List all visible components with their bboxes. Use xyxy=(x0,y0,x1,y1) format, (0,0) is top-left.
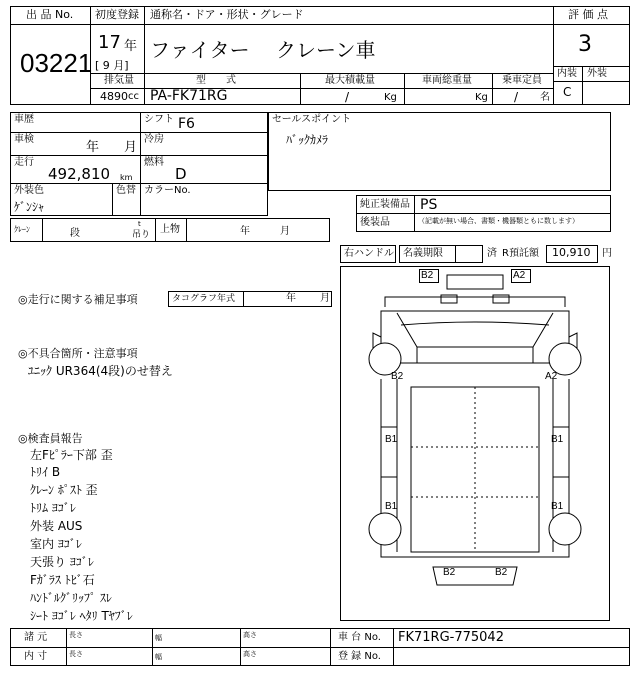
score-label: 評 価 点 xyxy=(568,8,608,21)
damage-mark-left-rear: B1 xyxy=(385,501,398,512)
crane-lift-label: 吊り xyxy=(132,230,151,240)
mileage-label: 走行 xyxy=(14,157,34,168)
ext-color-label: 外装色 xyxy=(14,185,44,196)
damage-mark-bottom-left: B2 xyxy=(443,567,456,578)
length-label: 長さ xyxy=(69,631,83,639)
max-load-unit: Kg xyxy=(384,92,397,103)
chassis-label: 車 台 No. xyxy=(338,632,381,643)
defects-title: ◎不具合箇所・注意事項 xyxy=(18,347,138,360)
inspector-item: ｼｰﾄ ﾖｺﾞﾚ ﾍﾀﾘ Tﾔﾌﾞﾚ xyxy=(30,609,133,623)
inspector-item: 天張り ﾖｺﾞﾚ xyxy=(30,555,94,569)
damage-mark-top-left: B2 xyxy=(421,270,434,281)
defects-line: ﾕﾆｯｸ UR364(4段)のせ替え xyxy=(28,364,173,378)
color-no-label: カラーNo. xyxy=(144,185,191,196)
aftermarket-label: 後装品 xyxy=(360,217,390,228)
supplementary-title: ◎走行に関する補足事項 xyxy=(18,293,138,306)
displacement-value: 4890 xyxy=(100,90,128,103)
genuine-value: PS xyxy=(420,197,438,213)
capacity-label: 乗車定員 xyxy=(502,75,542,86)
vehicle-name: ファイター クレーン車 xyxy=(150,38,376,62)
yen-label: 円 xyxy=(602,248,612,259)
history-label: 車歴 xyxy=(14,114,34,125)
ac-label: 冷房 xyxy=(144,134,164,145)
year-unit: 年 xyxy=(124,39,138,54)
capacity-unit: 名 xyxy=(540,92,550,103)
inspection-year-unit: 年 xyxy=(86,140,100,155)
damage-mark-left-mid: B1 xyxy=(385,434,398,445)
displacement-label: 排気量 xyxy=(104,75,134,86)
tachograph-month-unit: 月 xyxy=(320,293,330,304)
ext-color-value: ｹﾞﾝｼｬ xyxy=(14,200,45,214)
height-label-2: 高さ xyxy=(243,650,257,658)
mileage-unit: km xyxy=(120,173,133,182)
recycle-label: R預託額 xyxy=(502,248,539,259)
width-label-2: 幅 xyxy=(155,653,162,661)
sales-point-label: セールスポイント xyxy=(272,114,352,125)
dims-label: 諸 元 xyxy=(24,632,48,643)
length-label-2: 長さ xyxy=(69,650,83,658)
inspection-month-unit: 月 xyxy=(124,140,138,155)
score-value: 3 xyxy=(578,32,592,57)
interior-dims-label: 内 寸 xyxy=(24,651,48,662)
damage-mark-right-front: A2 xyxy=(545,371,558,382)
inspector-item: ﾄﾘﾑ ﾖｺﾞﾚ xyxy=(30,501,76,515)
max-load-label: 最大積載量 xyxy=(325,75,375,86)
color-code-label: 色替 xyxy=(116,185,136,196)
inspector-item: 左Fﾋﾟﾗｰ下部 歪 xyxy=(30,448,113,462)
fuel-value: D xyxy=(175,165,187,183)
registration-label: 登 録 No. xyxy=(338,651,381,662)
inspector-item: ﾄﾘｲ B xyxy=(30,465,61,479)
model-value: PA-FK71RG xyxy=(150,88,228,104)
height-label: 高さ xyxy=(243,631,257,639)
width-label: 幅 xyxy=(155,634,162,642)
fuel-label: 燃料 xyxy=(144,157,164,168)
shift-label: シフト xyxy=(144,114,174,125)
inspector-title: ◎検査員報告 xyxy=(18,432,83,445)
damage-mark-right-mid: B1 xyxy=(551,434,564,445)
gvw-unit: Kg xyxy=(475,92,488,103)
name-label: 通称名・ドア・形状・グレード xyxy=(150,8,304,21)
max-load-value: / xyxy=(345,90,350,104)
mileage-value: 492,810 xyxy=(48,165,111,183)
details-frame xyxy=(10,112,268,216)
capacity-value: / xyxy=(514,90,519,104)
crane-t-label: t xyxy=(138,220,141,228)
mounted-month-unit: 月 xyxy=(280,226,290,237)
damage-mark-left-front: B2 xyxy=(391,371,404,382)
owner-label: 名義期限 xyxy=(403,248,443,259)
tachograph-year-unit: 年 xyxy=(286,293,296,304)
damage-mark-bottom-right: B2 xyxy=(495,567,508,578)
inspector-item: ｸﾚｰﾝ ﾎﾟｽﾄ 歪 xyxy=(30,483,98,497)
inspector-item: Fｶﾞﾗｽ ﾄﾋﾞ石 xyxy=(30,573,95,587)
inspector-item: 室内 ﾖｺﾞﾚ xyxy=(30,537,82,551)
first-reg-label: 初度登録 xyxy=(95,8,139,21)
interior-grade-label: 内装 xyxy=(557,68,577,79)
first-reg-year: 17 xyxy=(98,32,121,53)
model-label: 型 式 xyxy=(196,75,236,86)
lot-number: 03221 xyxy=(20,48,93,78)
first-reg-month: [ 9 月] xyxy=(95,59,129,72)
mounted-label: 上物 xyxy=(160,224,180,235)
inspector-item: ﾊﾝﾄﾞﾙｸﾞﾘｯﾌﾟ ｽﾚ xyxy=(30,591,112,605)
chassis-number: FK71RG-775042 xyxy=(398,630,504,645)
mounted-year-unit: 年 xyxy=(240,226,250,237)
truck-diagram xyxy=(340,266,610,621)
damage-mark-right-rear: B1 xyxy=(551,501,564,512)
tachograph-label: タコグラフ年式 xyxy=(172,294,236,304)
genuine-label: 純正装備品 xyxy=(360,199,410,210)
gvw-label: 車両総重量 xyxy=(422,75,472,86)
tax-label: 済 xyxy=(487,248,497,259)
rhd-label: 右ハンドル xyxy=(344,248,394,259)
inspection-label: 車検 xyxy=(14,134,34,145)
aftermarket-note: （記載が無い場合、書類・機器類ともに数します） xyxy=(418,217,579,225)
displacement-unit: cc xyxy=(128,91,139,102)
lot-label: 出 品 No. xyxy=(26,8,74,21)
recycle-value: 10,910 xyxy=(552,246,591,259)
interior-grade: C xyxy=(563,85,572,99)
crane-stage-unit: 段 xyxy=(70,228,80,239)
exterior-grade-label: 外装 xyxy=(587,68,607,79)
crane-label: ｸﾚｰﾝ xyxy=(14,225,30,234)
sales-point-value: ﾊﾞｯｸｶﾒﾗ xyxy=(286,133,329,147)
inspector-item: 外装 AUS xyxy=(30,519,83,533)
truck-outline-svg xyxy=(341,267,609,620)
shift-value: F6 xyxy=(178,116,195,132)
damage-mark-top-right: A2 xyxy=(513,270,526,281)
